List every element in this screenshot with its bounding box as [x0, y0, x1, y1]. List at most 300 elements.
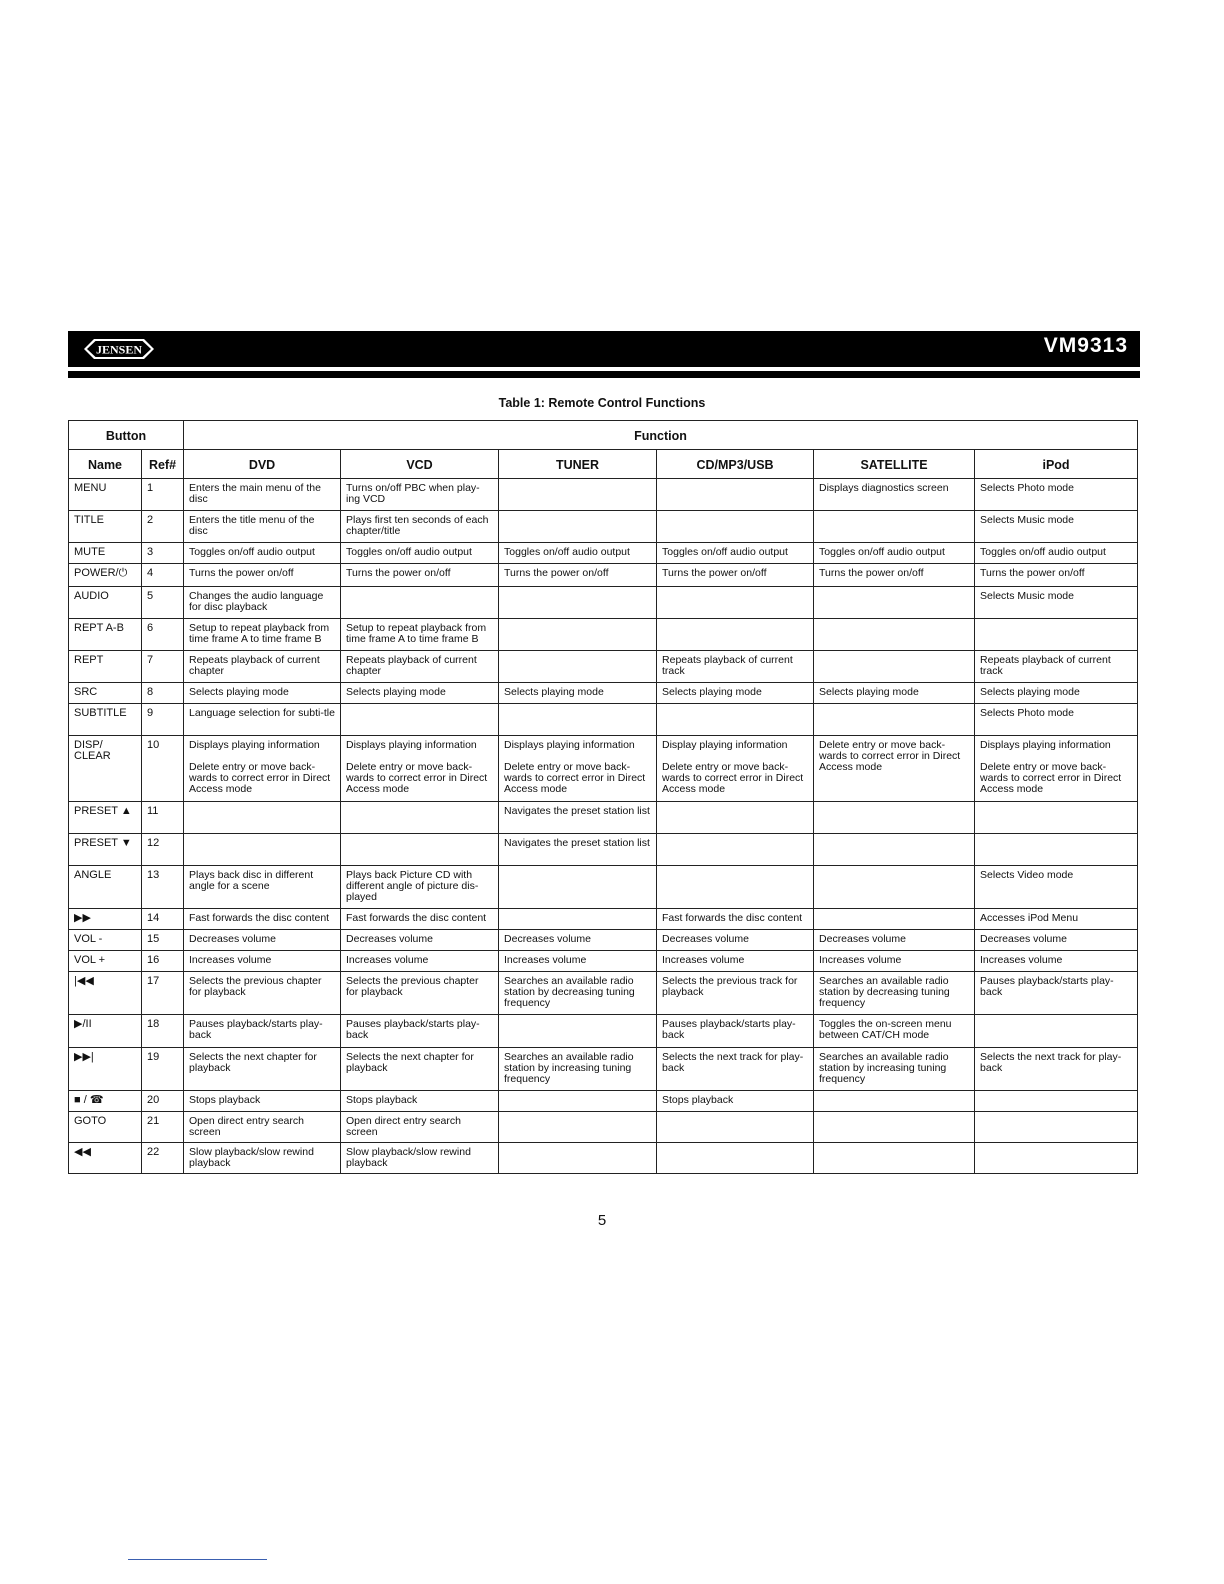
cell-satellite	[814, 479, 975, 511]
cell-satellite	[814, 1048, 975, 1091]
cell-text: Setup to repeat playback from time frame A to time frame B	[346, 622, 487, 645]
cell-cd-mp3-usb	[657, 802, 814, 834]
cell-ref	[142, 736, 184, 802]
cell-text: 13	[147, 869, 160, 881]
cell-satellite	[814, 951, 975, 972]
cell-text: Increases volume	[980, 954, 1063, 966]
cell-ref	[142, 543, 184, 564]
cell-dvd	[184, 511, 341, 543]
col-header-name: Name	[69, 450, 142, 479]
cell-text: Searches an available radio station by decreasing tuning frequency	[819, 975, 950, 1009]
table-body	[69, 479, 1138, 1174]
cell-text: 1	[147, 482, 154, 494]
cell-text: ▶/II	[74, 1018, 92, 1030]
cell-text: TITLE	[74, 514, 104, 526]
cell-cd-mp3-usb	[657, 704, 814, 736]
cell-name	[69, 479, 142, 511]
cell-name	[69, 930, 142, 951]
cell-text: AUDIO	[74, 590, 109, 602]
cell-cd-mp3-usb	[657, 1015, 814, 1048]
cell-ref	[142, 511, 184, 543]
cell-vcd	[341, 683, 499, 704]
cell-name	[69, 1112, 142, 1143]
cell-text: Decreases volume	[980, 933, 1067, 945]
cell-text: SRC	[74, 686, 98, 698]
remote-control-table	[68, 420, 1138, 1174]
cell-satellite	[814, 1091, 975, 1112]
cell-vcd	[341, 1015, 499, 1048]
cell-ipod	[975, 543, 1138, 564]
cell-ipod	[975, 479, 1138, 511]
cell-text: 5	[147, 590, 154, 602]
cell-tuner	[499, 1143, 657, 1174]
cell-tuner	[499, 1091, 657, 1112]
cell-ipod	[975, 834, 1138, 866]
cell-ref	[142, 972, 184, 1015]
cell-text: Selects the previous chapter for playback	[189, 975, 322, 998]
cell-satellite	[814, 1143, 975, 1174]
cell-vcd	[341, 619, 499, 651]
cell-text: Displays playing information	[189, 739, 320, 751]
cell-text: Turns the power on/off	[662, 567, 767, 579]
cell-cd-mp3-usb	[657, 1143, 814, 1174]
table-row	[69, 736, 1138, 802]
cell-dvd	[184, 909, 341, 930]
cell-text: Toggles on/off audio output	[819, 546, 945, 558]
cell-name	[69, 834, 142, 866]
cell-vcd	[341, 1091, 499, 1112]
cell-text: SUBTITLE	[74, 707, 127, 719]
cell-text: Turns the power on/off	[189, 567, 294, 579]
cell-text: Accesses iPod Menu	[980, 912, 1079, 924]
cell-tuner	[499, 587, 657, 619]
cell-dvd	[184, 587, 341, 619]
cell-text: 21	[147, 1115, 160, 1127]
col-header-dvd: DVD	[184, 450, 341, 479]
cell-vcd	[341, 972, 499, 1015]
cell-tuner	[499, 951, 657, 972]
cell-dvd	[184, 866, 341, 909]
cell-text: REPT A-B	[74, 622, 124, 634]
cell-text: Decreases volume	[662, 933, 749, 945]
cell-text: Selects Photo mode	[980, 482, 1074, 494]
cell-tuner	[499, 972, 657, 1015]
cell-satellite	[814, 543, 975, 564]
cell-name	[69, 1048, 142, 1091]
table-row	[69, 564, 1138, 587]
cell-text: Enters the main menu of the disc	[189, 482, 321, 505]
cell-text: GOTO	[74, 1115, 107, 1127]
cell-text: Selects playing mode	[346, 686, 446, 698]
cell-cd-mp3-usb	[657, 834, 814, 866]
cell-text: Repeats playback of current track	[980, 654, 1111, 677]
cell-ipod	[975, 511, 1138, 543]
cell-text: Selects playing mode	[819, 686, 919, 698]
group-header-row	[69, 421, 1138, 450]
cell-text: Navigates the preset station list	[504, 837, 650, 849]
cell-text: Delete entry or move back-wards to correct error in Direct Access mode	[819, 739, 961, 773]
cell-text: Displays playing information	[980, 739, 1111, 751]
cell-vcd	[341, 866, 499, 909]
cell-dvd	[184, 834, 341, 866]
cell-vcd	[341, 1112, 499, 1143]
cell-ipod	[975, 683, 1138, 704]
cell-text: 17	[147, 975, 160, 987]
cell-text: Increases volume	[189, 954, 272, 966]
cell-text: MUTE	[74, 546, 106, 558]
cell-name	[69, 651, 142, 683]
cell-text: Delete entry or move back-wards to correct error in Direct Access mode	[662, 761, 804, 795]
cell-ref	[142, 951, 184, 972]
cell-text: ■ / ☎	[74, 1094, 104, 1106]
cell-cd-mp3-usb	[657, 951, 814, 972]
cell-cd-mp3-usb	[657, 1091, 814, 1112]
cell-dvd	[184, 1143, 341, 1174]
cell-text: Slow playback/slow rewind playback	[189, 1146, 314, 1169]
cell-cd-mp3-usb	[657, 1048, 814, 1091]
cell-dvd	[184, 683, 341, 704]
cell-text: Delete entry or move back-wards to correct error in Direct Access mode	[980, 761, 1122, 795]
cell-satellite	[814, 866, 975, 909]
cell-text: Selects the next track for play-back	[980, 1051, 1122, 1074]
cell-cd-mp3-usb	[657, 543, 814, 564]
cell-dvd	[184, 1048, 341, 1091]
cell-tuner	[499, 479, 657, 511]
cell-tuner	[499, 834, 657, 866]
cell-ref	[142, 802, 184, 834]
cell-text: Turns the power on/off	[819, 567, 924, 579]
cell-dvd	[184, 1112, 341, 1143]
cell-cd-mp3-usb	[657, 511, 814, 543]
cell-satellite	[814, 972, 975, 1015]
cell-text: ANGLE	[74, 869, 112, 881]
cell-text: Decreases volume	[189, 933, 276, 945]
cell-text: Searches an available radio station by increasing tuning frequency	[504, 1051, 634, 1085]
cell-tuner	[499, 930, 657, 951]
cell-ipod	[975, 587, 1138, 619]
cell-tuner	[499, 1048, 657, 1091]
cell-satellite	[814, 909, 975, 930]
cell-satellite	[814, 619, 975, 651]
cell-dvd	[184, 951, 341, 972]
cell-text: Increases volume	[346, 954, 429, 966]
cell-text: 6	[147, 622, 154, 634]
cell-satellite	[814, 587, 975, 619]
cell-name	[69, 866, 142, 909]
cell-cd-mp3-usb	[657, 564, 814, 587]
cell-text: Plays first ten seconds of each chapter/title	[346, 514, 489, 537]
cell-text: Turns the power on/off	[346, 567, 451, 579]
cell-text: Stops playback	[346, 1094, 418, 1106]
cell-text: Selects Music mode	[980, 514, 1074, 526]
cell-tuner	[499, 651, 657, 683]
cell-text: VOL +	[74, 954, 106, 966]
cell-ipod	[975, 564, 1138, 587]
cell-vcd	[341, 930, 499, 951]
cell-text: Pauses playback/starts play-back	[189, 1018, 323, 1041]
cell-vcd	[341, 651, 499, 683]
col-header-vcd: VCD	[341, 450, 499, 479]
cell-vcd	[341, 1048, 499, 1091]
table-row	[69, 683, 1138, 704]
cell-cd-mp3-usb	[657, 619, 814, 651]
cell-text: Navigates the preset station list	[504, 805, 650, 817]
cell-ipod	[975, 909, 1138, 930]
cell-cd-mp3-usb	[657, 736, 814, 802]
cell-text: Increases volume	[504, 954, 587, 966]
col-header-ref: Ref#	[142, 450, 184, 479]
cell-ipod	[975, 619, 1138, 651]
cell-cd-mp3-usb	[657, 479, 814, 511]
cell-dvd	[184, 704, 341, 736]
cell-text: Plays back disc in different angle for a scene	[189, 869, 314, 892]
cell-text: Selects the next chapter for playback	[346, 1051, 474, 1074]
cell-text: Display playing information	[662, 739, 788, 751]
cell-satellite	[814, 511, 975, 543]
model-number: VM9313	[1043, 334, 1128, 357]
cell-vcd	[341, 511, 499, 543]
cell-text: 8	[147, 686, 154, 698]
cell-cd-mp3-usb	[657, 651, 814, 683]
table-row	[69, 866, 1138, 909]
cell-vcd	[341, 909, 499, 930]
cell-text: Changes the audio language for disc playback	[189, 590, 324, 613]
cell-text: Selects playing mode	[504, 686, 604, 698]
cell-satellite	[814, 1112, 975, 1143]
cell-text: |◀◀	[74, 975, 94, 987]
cell-text: 14	[147, 912, 160, 924]
cell-satellite	[814, 651, 975, 683]
table-row	[69, 704, 1138, 736]
cell-tuner	[499, 909, 657, 930]
footnote-rule	[128, 1559, 267, 1560]
col-header-satellite: SATELLITE	[814, 450, 975, 479]
cell-text: Selects playing mode	[980, 686, 1080, 698]
cell-vcd	[341, 704, 499, 736]
cell-text: 18	[147, 1018, 160, 1030]
cell-ref	[142, 479, 184, 511]
cell-text: 7	[147, 654, 154, 666]
cell-satellite	[814, 736, 975, 802]
cell-ipod	[975, 802, 1138, 834]
cell-vcd	[341, 834, 499, 866]
cell-text: Selects the previous track for playback	[662, 975, 798, 998]
cell-text: Toggles the on-screen menu between CAT/CH mode	[819, 1018, 952, 1041]
cell-text: Selects Photo mode	[980, 707, 1074, 719]
cell-text: Language selection for subti-tle	[189, 707, 335, 719]
table-row	[69, 1091, 1138, 1112]
cell-text: Toggles on/off audio output	[189, 546, 315, 558]
cell-vcd	[341, 1143, 499, 1174]
cell-text: 15	[147, 933, 160, 945]
cell-text: Repeats playback of current chapter	[189, 654, 320, 677]
cell-name	[69, 1015, 142, 1048]
cell-vcd	[341, 802, 499, 834]
cell-text: Displays playing information	[504, 739, 635, 751]
cell-name	[69, 802, 142, 834]
cell-satellite	[814, 564, 975, 587]
cell-name	[69, 972, 142, 1015]
cell-text: Toggles on/off audio output	[662, 546, 788, 558]
cell-text: Delete entry or move back-wards to correct error in Direct Access mode	[346, 761, 488, 795]
cell-cd-mp3-usb	[657, 1112, 814, 1143]
cell-text: Selects playing mode	[189, 686, 289, 698]
cell-satellite	[814, 683, 975, 704]
cell-text: Fast forwards the disc content	[662, 912, 803, 924]
cell-dvd	[184, 802, 341, 834]
cell-ref	[142, 866, 184, 909]
cell-cd-mp3-usb	[657, 587, 814, 619]
cell-text: Fast forwards the disc content	[346, 912, 487, 924]
cell-text: 11	[147, 805, 159, 817]
cell-ref	[142, 1112, 184, 1143]
cell-ipod	[975, 1048, 1138, 1091]
cell-text: 4	[147, 567, 154, 579]
cell-text: VOL -	[74, 933, 103, 945]
cell-text: Searches an available radio station by decreasing tuning frequency	[504, 975, 635, 1009]
cell-ipod	[975, 1091, 1138, 1112]
cell-ipod	[975, 704, 1138, 736]
cell-name	[69, 683, 142, 704]
jensen-logo	[78, 337, 160, 361]
cell-tuner	[499, 1112, 657, 1143]
table-row	[69, 1048, 1138, 1091]
cell-ref	[142, 564, 184, 587]
cell-satellite	[814, 930, 975, 951]
cell-text: Turns the power on/off	[504, 567, 609, 579]
cell-dvd	[184, 564, 341, 587]
cell-tuner	[499, 511, 657, 543]
cell-ipod	[975, 866, 1138, 909]
cell-text: Increases volume	[819, 954, 902, 966]
cell-text: Fast forwards the disc content	[189, 912, 330, 924]
cell-name	[69, 1143, 142, 1174]
cell-cd-mp3-usb	[657, 930, 814, 951]
table-row	[69, 951, 1138, 972]
cell-text: Pauses playback/starts play-back	[662, 1018, 796, 1041]
col-header-tuner: TUNER	[499, 450, 657, 479]
table-row	[69, 834, 1138, 866]
cell-name	[69, 1091, 142, 1112]
cell-name	[69, 587, 142, 619]
cell-ref	[142, 909, 184, 930]
cell-ref	[142, 651, 184, 683]
col-header-ipod: iPod	[975, 450, 1138, 479]
table-row	[69, 1112, 1138, 1143]
cell-text: Pauses playback/starts play-back	[346, 1018, 480, 1041]
cell-ref	[142, 683, 184, 704]
cell-dvd	[184, 736, 341, 802]
cell-name	[69, 619, 142, 651]
cell-ref	[142, 1015, 184, 1048]
cell-text: Open direct entry search screen	[346, 1115, 461, 1138]
cell-ipod	[975, 1015, 1138, 1048]
cell-text: ▶▶	[74, 912, 91, 924]
table-row	[69, 619, 1138, 651]
cell-text: Selects the previous chapter for playback	[346, 975, 479, 998]
table-row	[69, 909, 1138, 930]
cell-ref	[142, 619, 184, 651]
table-row	[69, 930, 1138, 951]
cell-text: Delete entry or move back-wards to correct error in Direct Access mode	[189, 761, 331, 795]
cell-text: Increases volume	[662, 954, 745, 966]
cell-cd-mp3-usb	[657, 683, 814, 704]
cell-ref	[142, 930, 184, 951]
cell-text: Plays back Picture CD with different angle of picture dis-played	[346, 869, 479, 903]
cell-vcd	[341, 479, 499, 511]
cell-text: 9	[147, 707, 154, 719]
cell-ref	[142, 834, 184, 866]
cell-text: Repeats playback of current track	[662, 654, 793, 677]
cell-text: Repeats playback of current chapter	[346, 654, 477, 677]
cell-text: MENU	[74, 482, 107, 494]
cell-satellite	[814, 704, 975, 736]
cell-cd-mp3-usb	[657, 866, 814, 909]
cell-text: Setup to repeat playback from time frame A to time frame B	[189, 622, 330, 645]
table-row	[69, 587, 1138, 619]
cell-tuner	[499, 802, 657, 834]
cell-name	[69, 909, 142, 930]
table-row	[69, 972, 1138, 1015]
cell-text: ▶▶|	[74, 1051, 94, 1063]
cell-text: Decreases volume	[504, 933, 591, 945]
table-row	[69, 479, 1138, 511]
table-row	[69, 543, 1138, 564]
cell-text: Decreases volume	[346, 933, 433, 945]
cell-text: Delete entry or move back-wards to correct error in Direct Access mode	[504, 761, 646, 795]
cell-ref	[142, 1091, 184, 1112]
cell-ipod	[975, 951, 1138, 972]
cell-tuner	[499, 704, 657, 736]
cell-text: PRESET ▼	[74, 837, 132, 849]
page-number: 5	[597, 1212, 607, 1229]
cell-text: 16	[147, 954, 160, 966]
table-row	[69, 802, 1138, 834]
cell-satellite	[814, 1015, 975, 1048]
cell-text: DISP/	[74, 739, 103, 751]
cell-text: Selects Music mode	[980, 590, 1074, 602]
brand-text: JENSEN	[95, 342, 143, 357]
cell-text: 12	[147, 837, 160, 849]
cell-text: Selects the next chapter for playback	[189, 1051, 317, 1074]
cell-vcd	[341, 951, 499, 972]
cell-dvd	[184, 651, 341, 683]
cell-vcd	[341, 564, 499, 587]
cell-ref	[142, 1048, 184, 1091]
cell-text: Stops playback	[189, 1094, 261, 1106]
header-bar	[68, 331, 1140, 367]
cell-tuner	[499, 564, 657, 587]
function-group-header: Function	[184, 421, 1138, 450]
cell-dvd	[184, 930, 341, 951]
cell-text: POWER/⏻	[74, 567, 128, 579]
cell-ref	[142, 704, 184, 736]
col-header-cd-mp3-usb: CD/MP3/USB	[657, 450, 814, 479]
cell-name	[69, 564, 142, 587]
cell-text: Selects playing mode	[662, 686, 762, 698]
cell-ipod	[975, 1143, 1138, 1174]
cell-text: ◀◀	[74, 1146, 91, 1158]
cell-dvd	[184, 1091, 341, 1112]
cell-text: Open direct entry search screen	[189, 1115, 304, 1138]
cell-text: Stops playback	[662, 1094, 734, 1106]
cell-satellite	[814, 802, 975, 834]
cell-ipod	[975, 651, 1138, 683]
cell-text: Selects the next track for play-back	[662, 1051, 804, 1074]
cell-vcd	[341, 543, 499, 564]
cell-vcd	[341, 736, 499, 802]
cell-text: REPT	[74, 654, 104, 666]
